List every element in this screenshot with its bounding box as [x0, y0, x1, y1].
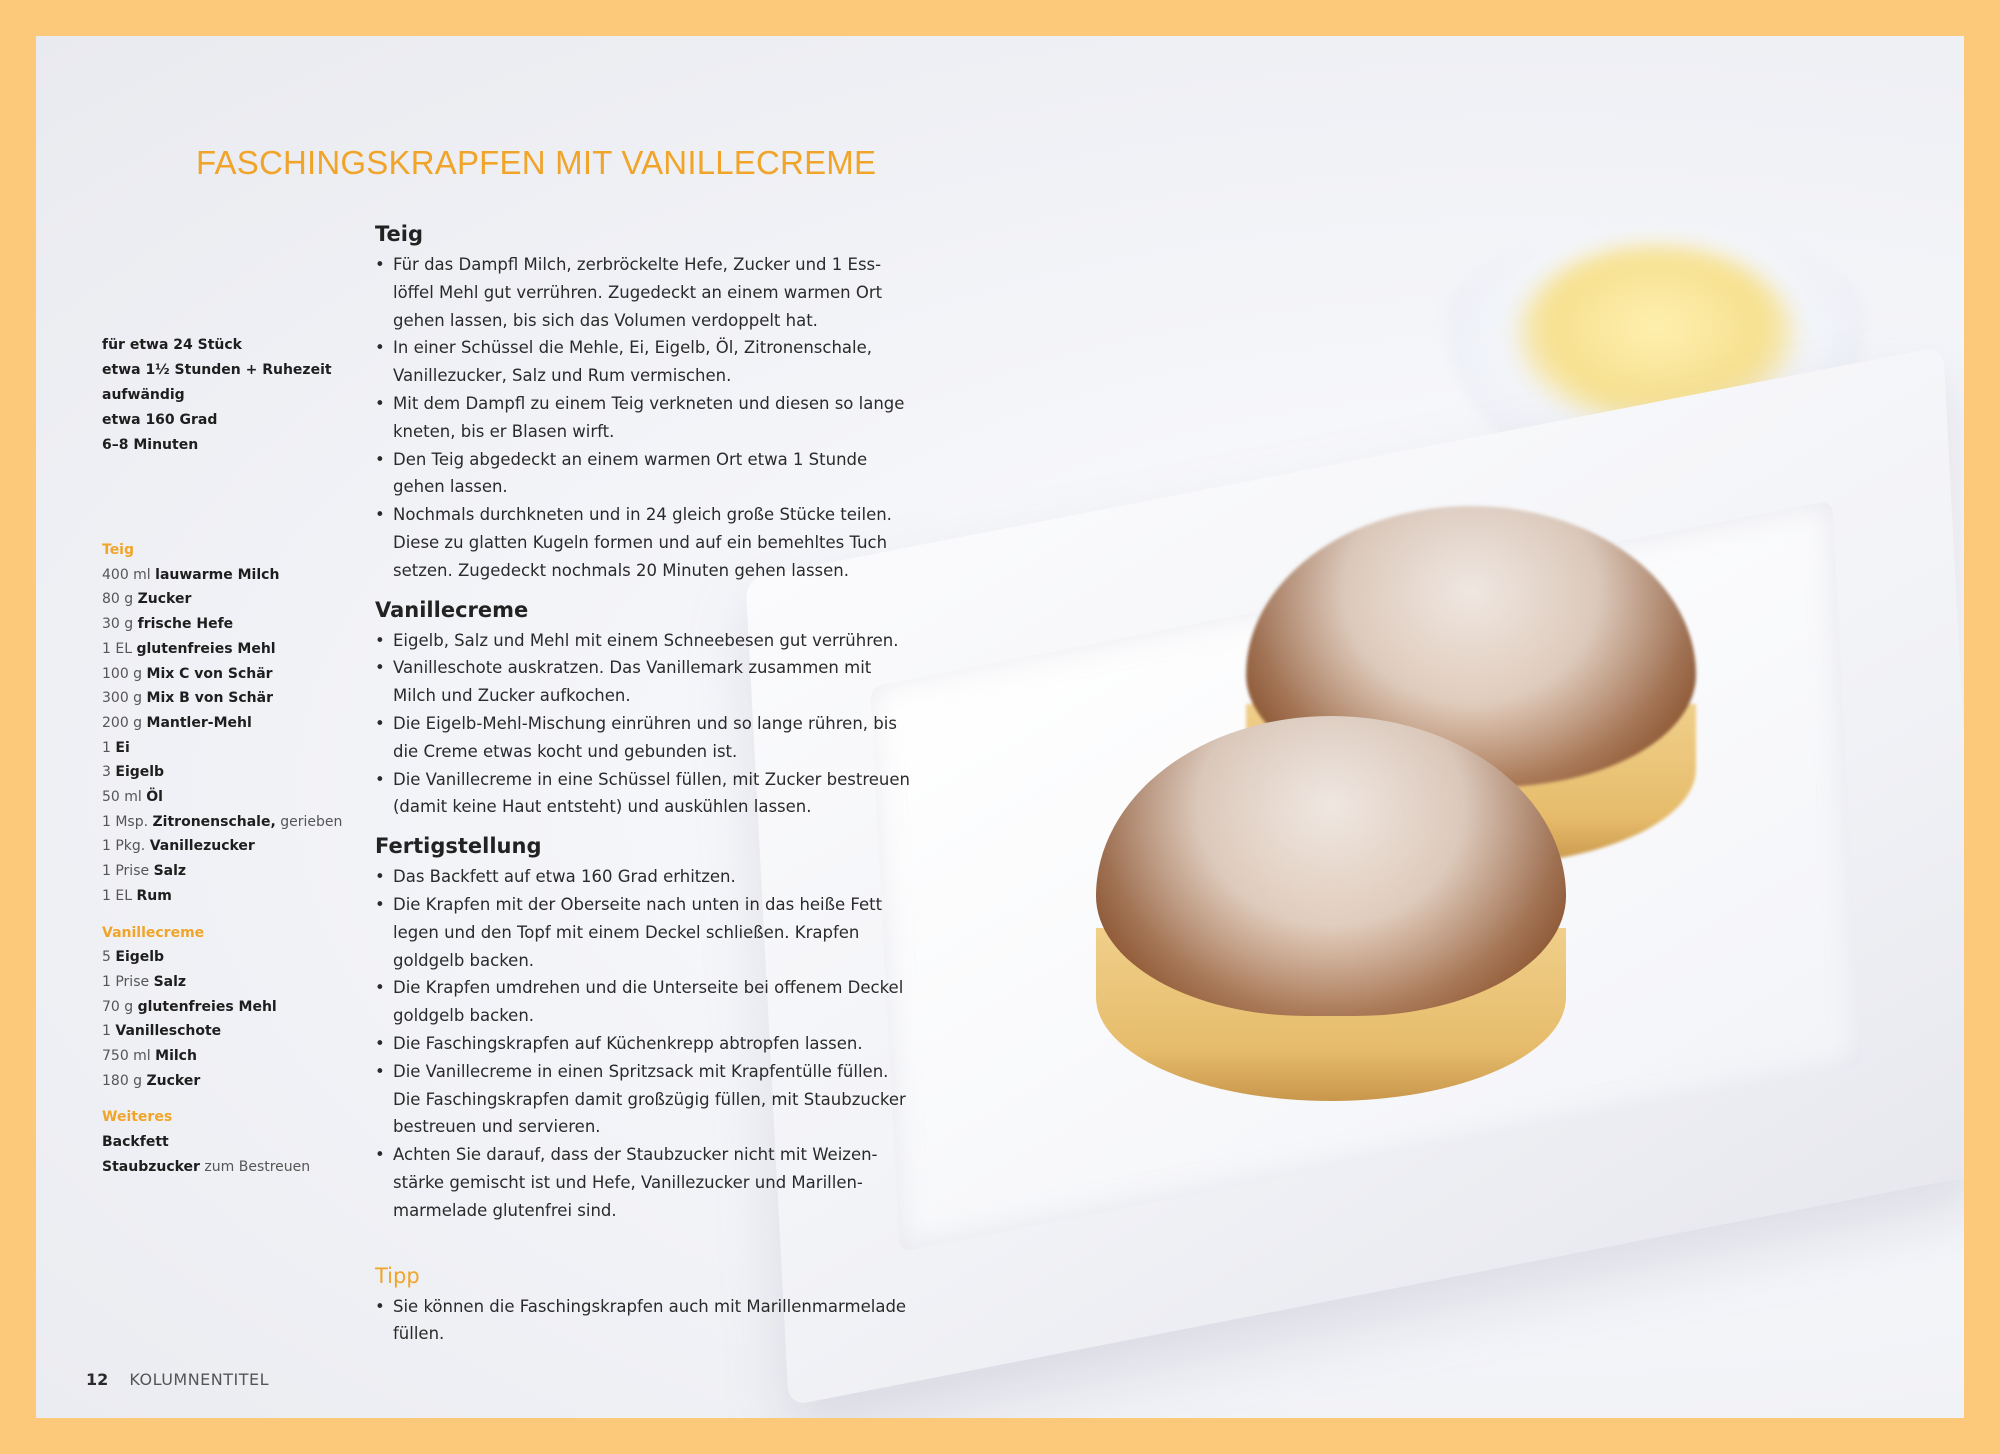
step-item: • Das Backfett auf etwa 160 Grad erhitzen. [375, 863, 915, 891]
ingredient-group [102, 538, 362, 909]
ingredient-quantity: 3 [102, 764, 111, 781]
meta-difficulty: aufwändig [102, 387, 185, 403]
ingredient-item [102, 1069, 362, 1094]
ingredient-item [102, 662, 362, 687]
ingredient-item [102, 736, 362, 761]
ingredient-name: Zucker [146, 1072, 201, 1089]
ingredient-quantity: 1 Msp. [102, 813, 149, 830]
ingredient-group [102, 1105, 362, 1179]
ingredient-item [102, 1130, 362, 1155]
ingredient-name: Öl [146, 789, 163, 806]
tip-text: • Sie können die Faschingskrapfen auch mit Marillenmarmelade füllen. [375, 1293, 915, 1349]
step-item: • Die Faschingskrapfen auf Küchenkrepp abtropfen lassen. [375, 1030, 915, 1058]
running-title: KOLUMNENTITEL [129, 1370, 270, 1389]
ingredient-note: gerieben [280, 813, 343, 830]
ingredient-quantity: 400 ml [102, 566, 151, 583]
ingredient-name: glutenfreies Mehl [137, 998, 277, 1015]
ingredient-name: Rum [136, 887, 172, 904]
step-item: • In einer Schüssel die Mehle, Ei, Eigelb, Öl, Zitronenschale, Vanillezucker, Salz und Rum vermischen. [375, 334, 915, 390]
page-number: 12 [86, 1370, 109, 1389]
ingredient-name: frische Hefe [137, 616, 234, 633]
ingredient-group-title: Teig [102, 542, 135, 558]
ingredient-item [102, 760, 362, 785]
ingredient-name: Zucker [137, 591, 192, 608]
ingredient-quantity: 100 g [102, 665, 143, 682]
ingredient-item [102, 612, 362, 637]
ingredient-quantity: 1 Prise [102, 863, 150, 880]
ingredient-name: Vanilleschote [115, 1023, 222, 1040]
ingredient-name: Mantler-Mehl [146, 714, 252, 731]
ingredient-name: Mix B von Schär [146, 690, 273, 707]
step-item: • Die Krapfen umdrehen und die Unterseite bei offenem Deckel goldgelb backen. [375, 974, 915, 1030]
ingredient-group [102, 921, 362, 1094]
ingredient-name: Vanillezucker [149, 838, 255, 855]
ingredient-item [102, 711, 362, 736]
ingredient-name: Salz [153, 863, 187, 880]
ingredient-quantity: 1 EL [102, 887, 133, 904]
ingredient-name: Mix C von Schär [146, 665, 273, 682]
ingredient-item [102, 686, 362, 711]
ingredient-name: Eigelb [115, 949, 165, 966]
step-item: • Den Teig abgedeckt an einem warmen Ort etwa 1 Stunde gehen lassen. [375, 446, 915, 502]
ingredient-item [102, 884, 362, 909]
ingredient-item [102, 563, 362, 588]
step-item: • Die Vanillecreme in einen Spritzsack mit Krapfentülle füllen. Die Faschingskrapfen damit großzügig füllen, mit Staubzucker bestreuen und servieren. [375, 1058, 915, 1141]
step-list [375, 251, 915, 585]
step-list [375, 627, 915, 822]
ingredient-quantity: 30 g [102, 616, 134, 633]
ingredient-name: Staubzucker [102, 1158, 200, 1175]
preparation-steps [375, 219, 915, 1358]
ingredient-item [102, 859, 362, 884]
ingredient-quantity: 300 g [102, 690, 143, 707]
step-item: • Nochmals durchkneten und in 24 gleich große Stücke teilen. Diese zu glatten Kugeln formen und auf ein bemehltes Tuch setzen. Zugedeckt nochmals 20 Minuten gehen lassen. [375, 501, 915, 584]
ingredient-quantity: 80 g [102, 591, 134, 608]
ingredient-quantity: 1 EL [102, 640, 133, 657]
ingredient-name: Milch [155, 1048, 197, 1065]
meta-temperature: etwa 160 Grad [102, 412, 218, 428]
ingredient-item [102, 970, 362, 995]
meta-yield: für etwa 24 Stück [102, 337, 242, 353]
ingredient-group-title: Weiteres [102, 1109, 173, 1126]
step-list [375, 863, 915, 1224]
section-heading: Fertigstellung [375, 834, 542, 859]
ingredient-quantity: 1 Pkg. [102, 838, 146, 855]
ingredient-item [102, 945, 362, 970]
ingredient-item [102, 587, 362, 612]
step-item: • Die Eigelb-Mehl-Mischung einrühren und so lange rühren, bis die Creme etwas kocht und gebunden ist. [375, 710, 915, 766]
ingredient-item [102, 810, 362, 835]
ingredient-quantity: 750 ml [102, 1048, 151, 1065]
recipe-title: FASCHINGSKRAPFEN MIT VANILLECREME [196, 144, 877, 181]
ingredient-quantity: 5 [102, 949, 111, 966]
ingredient-quantity: 1 [102, 1023, 111, 1040]
ingredient-quantity: 1 Prise [102, 973, 150, 990]
step-item: • Die Krapfen mit der Oberseite nach unten in das heiße Fett legen und den Topf mit einem Deckel schließen. Krapfen goldgelb backen. [375, 891, 915, 974]
section-heading: Teig [375, 222, 424, 246]
ingredient-name: Ei [115, 739, 130, 756]
krapfen-front [1096, 716, 1566, 1101]
ingredient-name: Salz [153, 973, 187, 990]
section-heading: Vanillecreme [375, 597, 529, 622]
ingredient-item [102, 637, 362, 662]
ingredient-note: zum Bestreuen [204, 1158, 311, 1175]
ingredient-item [102, 995, 362, 1020]
ingredient-quantity: 70 g [102, 998, 134, 1015]
tip-heading: Tipp [375, 1263, 420, 1288]
step-item: • Die Vanillecreme in eine Schüssel füllen, mit Zucker bestreuen (damit keine Haut entsteht) und auskühlen lassen. [375, 766, 915, 822]
ingredient-name: Backfett [102, 1134, 169, 1151]
recipe-meta [102, 333, 342, 458]
ingredient-quantity: 180 g [102, 1072, 143, 1089]
ingredient-item [102, 1019, 362, 1044]
step-item: • Achten Sie darauf, dass der Staubzucker nicht mit Weizen-stärke gemischt ist und Hefe, Vanillezucker und Marillen-marmelade glutenfrei sind. [375, 1141, 915, 1224]
recipe-page [36, 36, 1964, 1418]
step-item: • Mit dem Dampfl zu einem Teig verkneten und diesen so lange kneten, bis er Blasen wirft. [375, 390, 915, 446]
step-item: • Eigelb, Salz und Mehl mit einem Schneebesen gut verrühren. [375, 627, 915, 655]
ingredient-quantity: 50 ml [102, 789, 142, 806]
step-item: • Vanilleschote auskratzen. Das Vanillemark zusammen mit Milch und Zucker aufkochen. [375, 654, 915, 710]
tip-list [375, 1293, 915, 1349]
page-footer [86, 1370, 269, 1389]
ingredient-name: glutenfreies Mehl [136, 640, 276, 657]
ingredient-item [102, 1155, 362, 1180]
ingredient-item [102, 785, 362, 810]
meta-time: etwa 1½ Stunden + Ruhezeit [102, 362, 332, 378]
ingredient-group-title: Vanillecreme [102, 924, 205, 941]
meta-baking-time: 6–8 Minuten [102, 437, 199, 453]
ingredient-name: Eigelb [115, 764, 165, 781]
ingredient-item [102, 834, 362, 859]
ingredient-list [102, 538, 362, 1180]
ingredient-name: lauwarme Milch [155, 566, 280, 583]
ingredient-quantity: 1 [102, 739, 111, 756]
step-item: • Für das Dampfl Milch, zerbröckelte Hefe, Zucker und 1 Ess-löffel Mehl gut verrühren. Zugedeckt an einem warmen Ort gehen lassen, bis sich das Volumen verdoppelt hat. [375, 251, 915, 334]
ingredient-item [102, 1044, 362, 1069]
ingredient-quantity: 200 g [102, 714, 143, 731]
ingredient-name: Zitronenschale, [152, 813, 276, 830]
